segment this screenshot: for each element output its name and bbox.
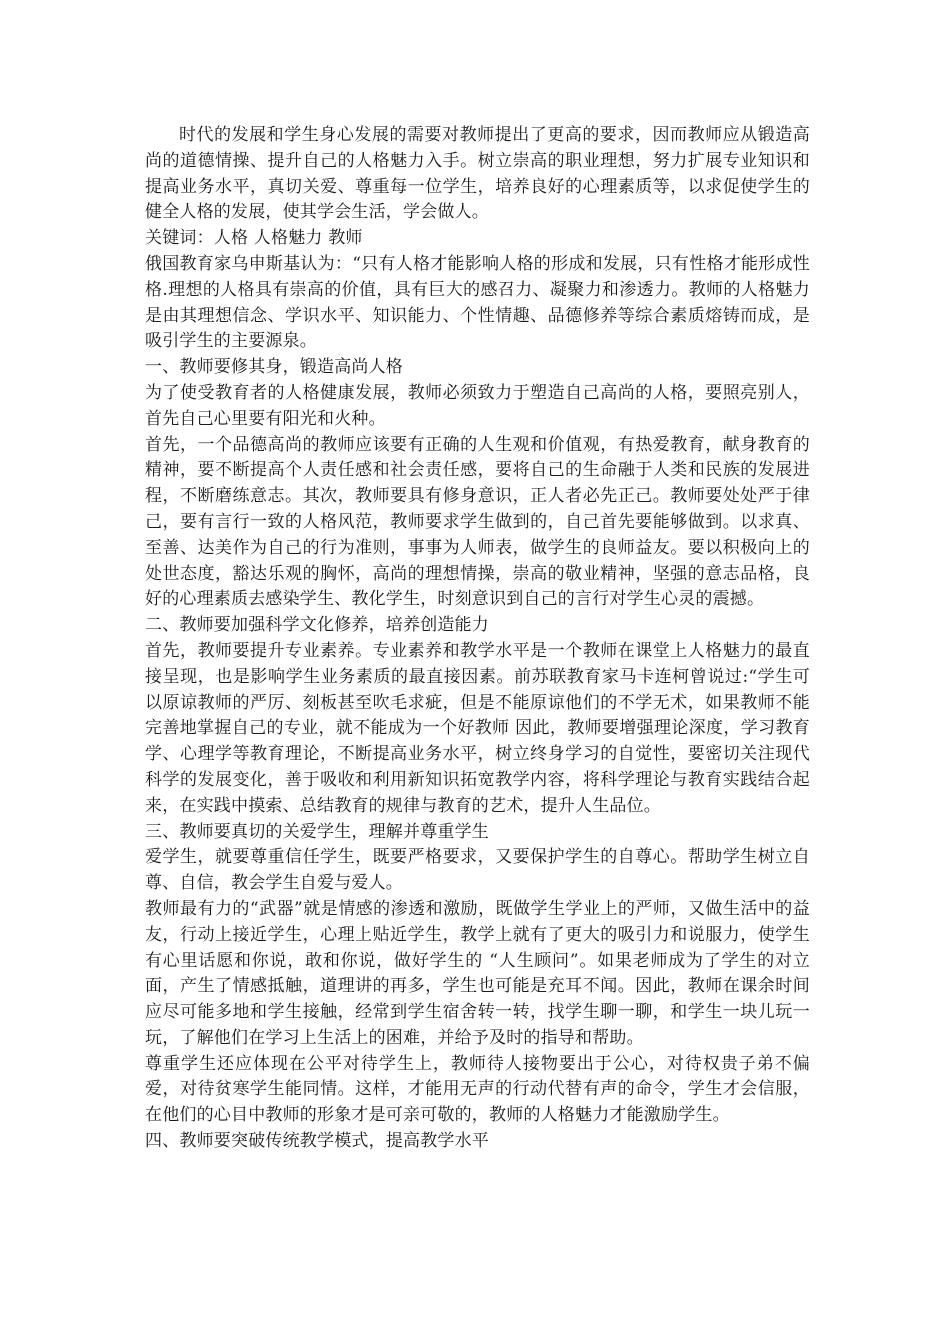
body-paragraph: 为了使受教育者的人格健康发展，教师必须致力于塑造自己高尚的人格，要照亮别人，首先自己心里要有阳光和火种。 [145,382,810,429]
section-heading: 一、教师要修其身，锻造高尚人格 [145,357,403,378]
keywords-line: 关键词：人格 人格魅力 教师 [145,228,363,249]
body-paragraph: 尊重学生还应体现在公平对待学生上，教师待人接物要出于公心，对待权贵子弟不偏爱，对待贫寒学生能同情。这样，才能用无声的行动代替有声的命令，学生才会信服，在他们的心目中教师的形象才是可亲可敬的，教师的人格魅力才能激励学生。 [145,1053,810,1126]
abstract-paragraph: 时代的发展和学生身心发展的需要对教师提出了更高的要求，因而教师应从锻造高尚的道德情操、提升自己的人格魅力入手。树立崇高的职业理想，努力扩展专业知识和提高业务水平，真切关爱、尊重每一位学生，培养良好的心理素质等，以求促使学生的健全人格的发展，使其学会生活，学会做人。 [145,125,810,223]
section-heading: 四、教师要突破传统教学模式，提高教学水平 [145,1131,489,1152]
section-heading: 二、教师要加强科学文化修养，培养创造能力 [145,615,489,636]
body-paragraph: 首先，一个品德高尚的教师应该要有正确的人生观和价值观，有热爱教育，献身教育的精神，要不断提高个人责任感和社会责任感，要将自己的生命融于人类和民族的发展进程，不断磨练意志。其次，教师要具有修身意识，正人者必先正己。教师要处处严于律己，要有言行一致的人格风范，教师要求学生做到的，自己首先要能够做到。以求真、至善、达美作为自己的行为准则，事事为人师表，做学生的良师益友。要以积极向上的处世态度，豁达乐观的胸怀，高尚的理想情操，崇高的敬业精神，坚强的意志品格，良好的心理素质去感染学生、教化学生，时刻意识到自己的言行对学生心灵的震撼。 [145,434,810,610]
section-heading: 三、教师要真切的关爱学生，理解并尊重学生 [145,821,489,842]
body-paragraph: 爱学生，就要尊重信任学生，既要严格要求，又要保护学生的自尊心。帮助学生树立自尊、自信，教会学生自爱与爱人。 [145,847,810,894]
body-paragraph: 教师最有力的“武器”就是情感的渗透和激励，既做学生学业上的严师，又做生活中的益友，行动上接近学生，心理上贴近学生，教学上就有了更大的吸引力和说服力，使学生有心里话愿和你说，敢和你说，做好学生的 “人生顾问”。如果老师成为了学生的对立面，产生了情感抵触，道理讲的再多，学生也可能是充耳不闻。因此，教师在课余时间应尽可能多地和学生接触，经常到学生宿舍转一转，找学生聊一聊，和学生一块儿玩一玩，了解他们在学习上生活上的困难，并给予及时的指导和帮助。 [145,898,810,1048]
body-paragraph: 俄国教育家乌申斯基认为：“只有人格才能影响人格的形成和发展，只有性格才能形成性格.理想的人格具有崇高的价值，具有巨大的感召力、凝聚力和渗透力。教师的人格魅力是由其理想信念、学识水平、知识能力、个性情趣、品德修养等综合素质熔铸而成，是吸引学生的主要源泉。 [145,253,810,352]
body-paragraph: 首先，教师要提升专业素养。专业素养和教学水平是一个教师在课堂上人格魅力的最直接呈现，也是影响学生业务素质的最直接因素。前苏联教育家马卡连柯曾说过:“学生可以原谅教师的严厉、刻板甚至吹毛求疵，但是不能原谅他们的不学无术，如果教师不能完善地掌握自己的专业，就不能成为一个好教师 因此，教师要增强理论深度，学习教育学、心理学等教育理论，不断提高业务水平，树立终身学习的自觉性，要密切关注现代科学的发展变化，善于吸收和利用新知识拓宽教学内容，将科学理论与教育实践结合起来，在实践中摸索、总结教育的规律与教育的艺术，提升人生品位。 [145,640,810,816]
document-page [145,123,810,1155]
